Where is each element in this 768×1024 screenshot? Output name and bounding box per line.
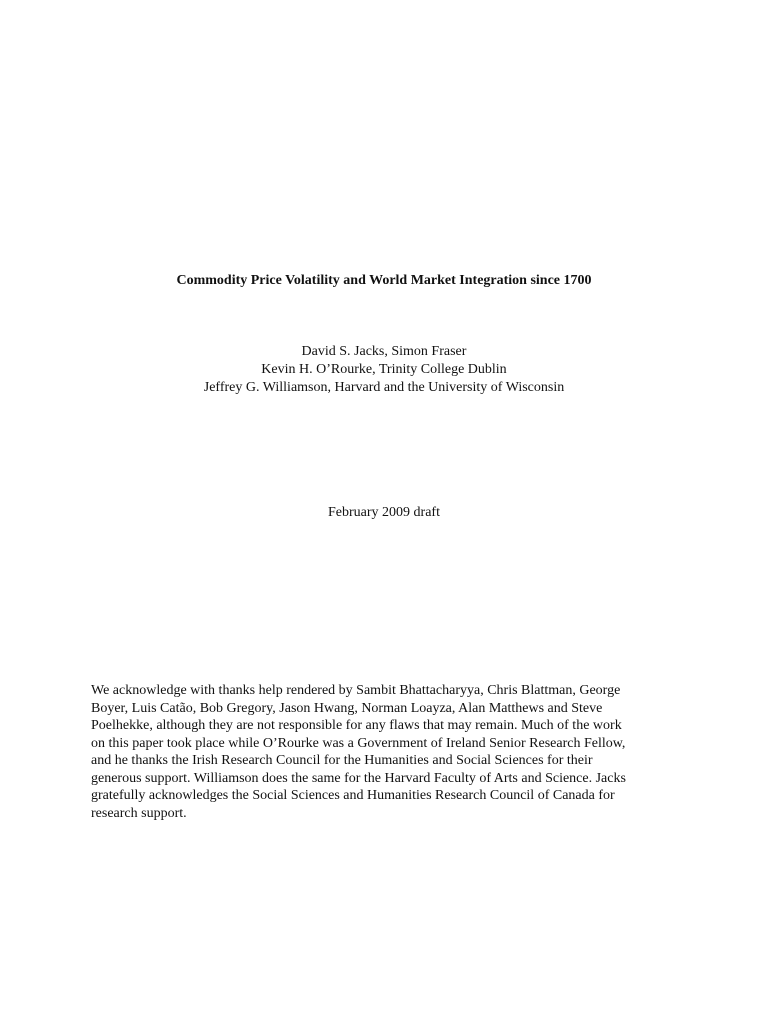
acknowledgement-line: on this paper took place while O’Rourke was a Government of Ireland Senior Research Fellow, [91,735,626,751]
acknowledgement-paragraph [91,682,691,822]
acknowledgement-line: research support. [91,805,187,821]
author-line: David S. Jacks, Simon Fraser [301,344,467,359]
acknowledgement-line: Poelhekke, although they are not responsible for any flaws that may remain. Much of the work [91,718,622,733]
acknowledgement-line: Boyer, Luis Catão, Bob Gregory, Jason Hwang, Norman Loayza, Alan Matthews and Steve [91,700,603,716]
acknowledgement-line: gratefully acknowledges the Social Sciences and Humanities Research Council of Canada for [91,788,615,803]
author-line: Kevin H. O’Rourke, Trinity College Dublin [261,362,507,377]
author-block [0,343,768,397]
paper-title: Commodity Price Volatility and World Market Integration since 1700 [176,273,592,288]
acknowledgement-line: We acknowledge with thanks help rendered by Sambit Bhattacharyya, Chris Blattman, George [91,683,621,698]
acknowledgement-line: and he thanks the Irish Research Council for the Humanities and Social Sciences for their [91,753,593,768]
acknowledgement-line: generous support. Williamson does the same for the Harvard Faculty of Arts and Science. Jacks [91,770,626,786]
author-line: Jeffrey G. Williamson, Harvard and the University of Wisconsin [203,380,565,395]
draft-date: February 2009 draft [328,505,440,520]
